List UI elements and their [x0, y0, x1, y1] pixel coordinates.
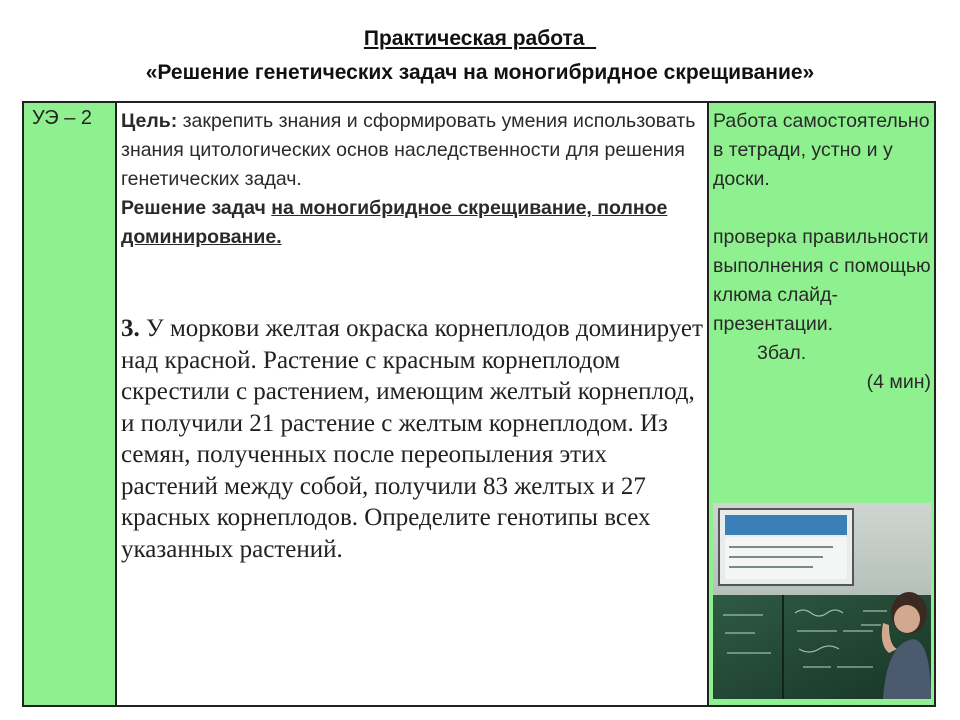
learning-element-label: УЭ – 2: [32, 107, 92, 129]
solve-topic: на моногибридное скрещивание, полное доминирование.: [121, 197, 668, 248]
classroom-photo-image: [713, 503, 931, 699]
goal-block: [121, 107, 707, 252]
solve-label: Решение задач: [121, 197, 272, 219]
instructions-block: [713, 107, 933, 397]
work-instruction: Работа самостоятельно в тетради, устно и у доски.: [713, 110, 930, 190]
instructions-cell: [709, 103, 934, 705]
task-text: У моркови желтая окраска корнеплодов доминирует над красной. Растение с красным корнеплодом скрестили с растением, имеющим желтый корнеплод, и получили 21 растение с желтым корнеплодом. Из семян, полученных после переопыления этих растений между собой, получили 83 желтых и 27 красных корнеплодов. Определите генотипы всех указанных растений.: [121, 315, 703, 563]
goal-label: Цель:: [121, 110, 178, 132]
check-instruction: проверка правильности выполнения с помощью клюма слайд-презентации.: [713, 226, 931, 335]
goal-text: закрепить знания и сформировать умения использовать знания цитологических основ наследственности для решения генетических задач.: [121, 110, 696, 190]
slide-title: [0, 22, 960, 90]
task-number: 3.: [121, 315, 140, 342]
title-line-1: Практическая работа: [363, 27, 585, 50]
task-table: [22, 101, 936, 707]
learning-element-cell: [24, 103, 117, 705]
task-3: [121, 313, 703, 565]
time-text: (4 мин): [866, 371, 931, 393]
title-line-2: «Решение генетических задач на моногибридное скрещивание»: [145, 61, 815, 84]
score-text: 3бал.: [757, 342, 807, 364]
task-content-cell: [117, 103, 709, 705]
classroom-photo: [713, 503, 931, 699]
